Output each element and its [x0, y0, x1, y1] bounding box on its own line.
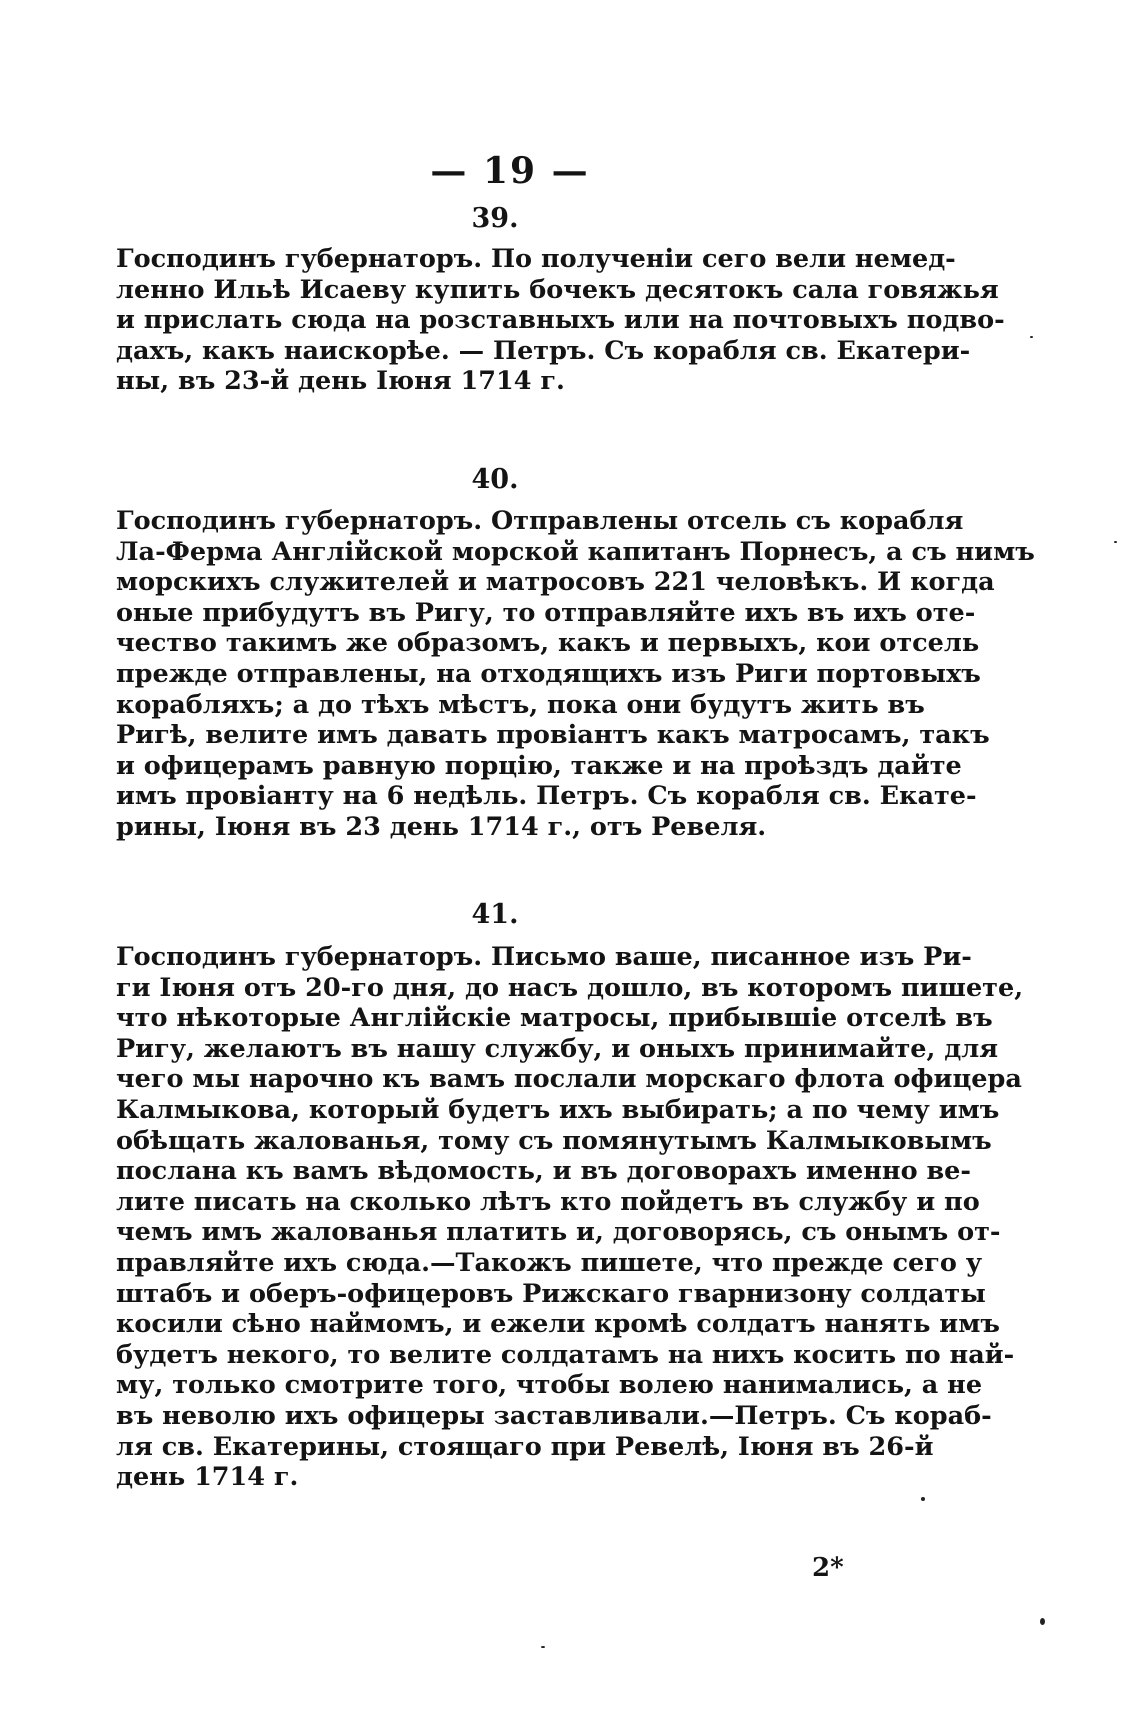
text-line: морскихъ служителей и матросовъ 221 человѣкъ. И когда — [116, 567, 995, 598]
letter-number-41: 41. — [471, 899, 519, 930]
text-line: Господинъ губернаторъ. Письмо ваше, писанное изъ Ри- — [116, 942, 972, 972]
text-line: ленно Ильѣ Исаеву купить бочекъ десятокъ сала говяжья — [116, 274, 999, 305]
text-line: Ригу, желаютъ въ нашу службу, и оныхъ принимайте, для — [116, 1033, 999, 1064]
text-line: Господинъ губернаторъ. Отправлены отсель съ корабля — [116, 506, 964, 536]
text-line: му, только смотрите того, чтобы волею нанимались, а не — [116, 1370, 983, 1401]
text-line: что нѣкоторые Англійскіе матросы, прибывшіе отселѣ въ — [116, 1003, 993, 1034]
scan-speck — [921, 1497, 925, 1501]
text-line: въ неволю ихъ офицеры заставливали.—Петръ. Съ кораб- — [116, 1400, 992, 1431]
letter-number-39: 39. — [471, 203, 519, 234]
text-line: обѣщать жалованья, тому съ помянутымъ Калмыковымъ — [116, 1125, 992, 1156]
scan-speck — [1114, 541, 1117, 543]
page-number: — 19 — — [430, 150, 590, 192]
scan-speck — [1030, 336, 1033, 338]
text-line: будетъ некого, то велите солдатамъ на нихъ косить по най- — [116, 1339, 1015, 1370]
letter-body-39 — [116, 244, 1005, 397]
text-line: Господинъ губернаторъ. По полученіи сего вели немед- — [116, 244, 956, 274]
letter-body-40 — [116, 506, 1035, 843]
text-line: чество такимъ же образомъ, какъ и первыхъ, кои отсель — [116, 628, 980, 659]
text-line: ги Іюня отъ 20-го дня, до насъ дошло, въ которомъ пишете, — [116, 972, 1024, 1003]
text-line: и прислать сюда на розставныхъ или на почтовыхъ подво- — [116, 305, 1005, 336]
text-line: день 1714 г. — [116, 1462, 299, 1493]
text-line: корабляхъ; а до тѣхъ мѣстъ, пока они будутъ жить въ — [116, 689, 925, 720]
signature-mark: 2* — [812, 1553, 844, 1583]
scan-speck — [541, 1646, 545, 1648]
letter-number-40: 40. — [471, 464, 519, 495]
text-line: лите писать на сколько лѣтъ кто пойдетъ въ службу и по — [116, 1186, 980, 1217]
text-line: ны, въ 23-й день Іюня 1714 г. — [116, 366, 565, 397]
text-line: послана къ вамъ вѣдомость, и въ договорахъ именно ве- — [116, 1156, 971, 1187]
text-line: правляйте ихъ сюда.—Такожъ пишете, что прежде сего у — [116, 1247, 983, 1278]
text-line: и офицерамъ равную порцію, также и на проѣздъ дайте — [116, 750, 962, 781]
text-line: имъ провіанту на 6 недѣль. Петръ. Съ корабля св. Екате- — [116, 781, 977, 812]
text-line: оные прибудутъ въ Ригу, то отправляйте ихъ въ ихъ оте- — [116, 597, 976, 628]
text-line: ля св. Екатерины, стоящаго при Ревелѣ, Іюня въ 26-й — [116, 1431, 934, 1462]
scan-speck — [1040, 1618, 1045, 1625]
text-line: штабъ и оберъ-офицеровъ Рижскаго гварнизону солдаты — [116, 1278, 986, 1309]
letter-body-41 — [116, 942, 1024, 1493]
text-line: Ла-Ферма Англійской морской капитанъ Порнесъ, а съ нимъ — [116, 536, 1035, 567]
text-line: чемъ имъ жалованья платить и, договорясь, съ онымъ от- — [116, 1217, 1001, 1248]
text-line: косили сѣно наймомъ, и ежели кромѣ солдатъ нанять имъ — [116, 1309, 1000, 1340]
text-line: Калмыкова, который будетъ ихъ выбирать; а по чему имъ — [116, 1094, 1000, 1125]
text-line: чего мы нарочно къ вамъ послали морскаго флота офицера — [116, 1064, 1022, 1095]
text-line: рины, Іюня въ 23 день 1714 г., отъ Ревеля. — [116, 811, 767, 842]
text-line: дахъ, какъ наискорѣе. — Петръ. Съ корабля св. Екатери- — [116, 335, 971, 366]
text-line: прежде отправлены, на отходящихъ изъ Риги портовыхъ — [116, 658, 981, 689]
text-line: Ригѣ, велите имъ давать провіантъ какъ матросамъ, такъ — [116, 720, 990, 751]
